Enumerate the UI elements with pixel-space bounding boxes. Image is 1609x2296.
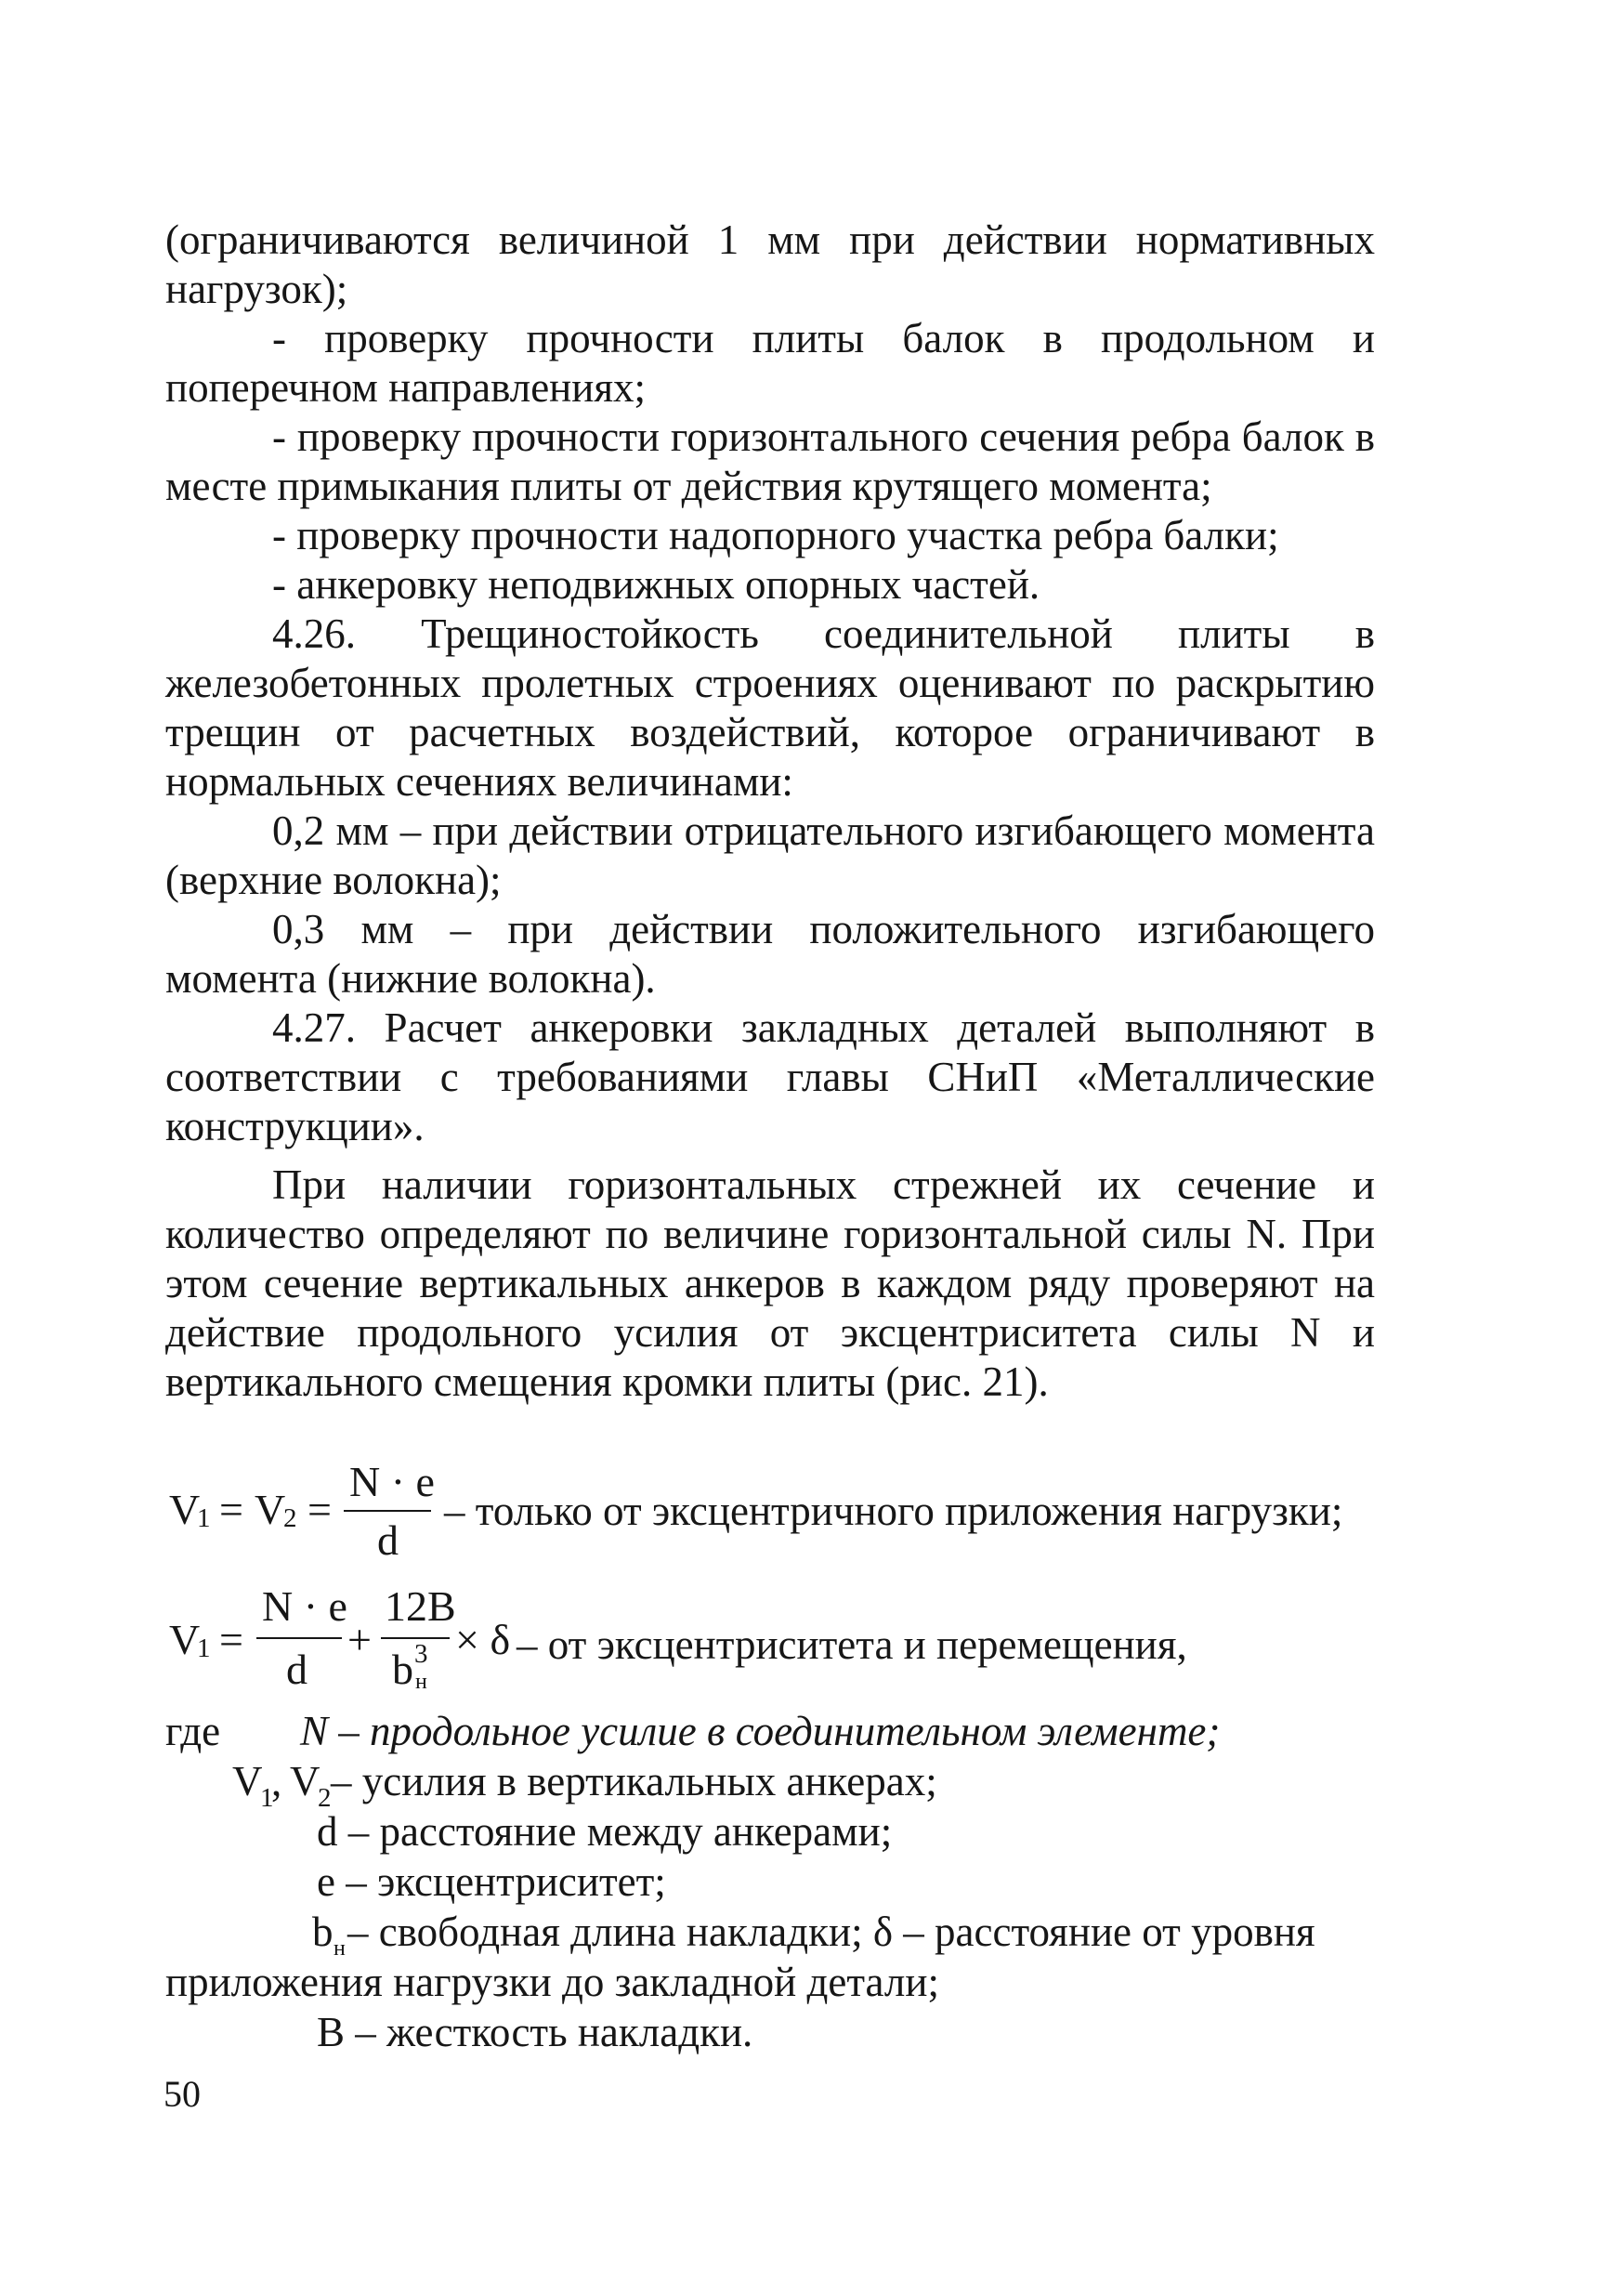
legend-b-sub: н (334, 1936, 346, 1961)
crack-limit-positive: 0,3 мм – при действии положительного изгибающего момента (нижние волокна). (165, 906, 1375, 1002)
legend-v1: V (232, 1758, 263, 1804)
paragraph-p1: (ограничиваются величиной 1 мм при действии нормативных нагрузок); (165, 216, 1375, 312)
formula2-den1: d (286, 1646, 307, 1693)
legend-item-stiffness: B – жесткость накладки. (317, 2009, 753, 2055)
formula2-v-sub: 1 (197, 1633, 211, 1663)
formula2-num1: N · e (262, 1582, 347, 1630)
legend-item-d: d – расстояние между анкерами; (317, 1808, 893, 1855)
formula2-v: V (169, 1616, 201, 1663)
formula2-den2-sup: 3 (414, 1639, 428, 1669)
legend-item-v: – усилия в вертикальных анкерах; (331, 1758, 937, 1804)
legend-v2: V (290, 1758, 320, 1804)
formula2-plus: + (347, 1616, 372, 1663)
formula1-eq2: = (307, 1486, 332, 1533)
formula2-den2-b: b (392, 1646, 413, 1693)
legend-item-b: – свободная длина накладки; δ – расстояние от уровня (347, 1909, 1315, 1955)
formula1-eq1: = (219, 1486, 243, 1533)
crack-limit-negative: 0,2 мм – при действии отрицательного изгибающего момента (верхние волокна); (165, 807, 1375, 903)
formula-1 (165, 1424, 1375, 1563)
legend-v2-sub: 2 (318, 1783, 332, 1813)
formula2-fraction-bar-1 (256, 1637, 342, 1639)
legend-row-e (165, 1856, 1375, 1907)
legend-b: b (312, 1909, 334, 1955)
variable-legend (165, 1706, 1375, 2057)
formula1-v2-sub: 2 (283, 1503, 297, 1533)
page-number: 50 (164, 2073, 201, 2115)
formula2-num2: 12B (385, 1582, 456, 1630)
legend-row-d (165, 1806, 1375, 1856)
legend-comma: , (271, 1758, 282, 1804)
legend-row-b-cont (165, 1957, 1375, 2007)
formula1-denominator: d (377, 1516, 399, 1564)
section-4-27: 4.27. Расчет анкеровки закладных деталей выполняют в соответствии с требованиями главы СНиП «Металлические конструкции». (165, 1004, 1375, 1149)
legend-v1-sub: 1 (260, 1783, 274, 1813)
formula2-description: – от эксцентриситета и перемещения, (517, 1621, 1187, 1668)
list-item-support-area: - проверку прочности надопорного участка ребра балки; (272, 512, 1279, 558)
formula2-den2-sub: н (415, 1670, 427, 1694)
list-item-rib-section: - проверку прочности горизонтального сечения ребра балок в месте примыкания плиты от действия крутящего момента; (165, 413, 1375, 509)
formula-2 (165, 1563, 1375, 1693)
legend-row-b (165, 1907, 1375, 1961)
formula1-v1: V (169, 1486, 201, 1533)
formula1-description: – только от эксцентричного приложения нагрузки; (444, 1488, 1343, 1534)
list-item-anchoring: - анкеровку неподвижных опорных частей. (272, 561, 1040, 608)
legend-where: где (165, 1708, 221, 1754)
legend-item-e: e – эксцентриситет; (317, 1858, 666, 1905)
formula1-v2: V (255, 1486, 286, 1533)
formula1-numerator: N · e (349, 1458, 435, 1505)
formula1-fraction-bar (344, 1510, 431, 1512)
paragraph-horizontal-bars: При наличии горизонтальных стрежней их сечение и количество определяют по величине горизонтальной силы N. При этом сечение вертикальных анкеров в каждом ряду проверяют на действие продольного усилия от эксцентриситета силы N и вертикального смещения кромки плиты (рис. 21). (165, 1161, 1375, 1405)
formula2-times-delta: × δ (455, 1616, 511, 1663)
formula1-v1-sub: 1 (197, 1503, 211, 1533)
legend-item-b-cont: приложения нагрузки до закладной детали; (165, 1959, 939, 2005)
section-4-26: 4.26. Трещиностойкость соединительной плиты в железобетонных пролетных строениях оценивают по раскрытию трещин от расчетных воздействий, которое ограничивают в нормальных сечениях величинами: (165, 610, 1375, 805)
page-body (165, 216, 1375, 2057)
legend-row-n (165, 1706, 1375, 1756)
legend-item-n: N – продольное усилие в соединительном элементе; (300, 1708, 1221, 1754)
legend-row-v (165, 1756, 1375, 1813)
legend-row-stiffness (165, 2007, 1375, 2057)
list-item-plate-strength: - проверку прочности плиты балок в продольном и поперечном направлениях; (165, 315, 1375, 411)
formula2-eq: = (219, 1616, 243, 1663)
